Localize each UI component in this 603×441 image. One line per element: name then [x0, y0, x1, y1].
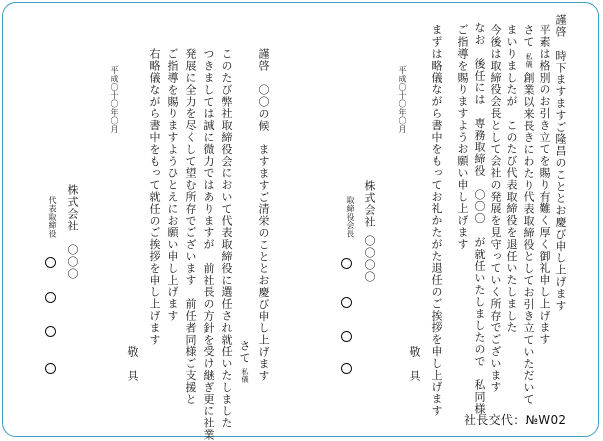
- left-line-5: 発展に全力を尽くして望む所存でございます 前任者同様ご支援と: [184, 48, 197, 405]
- left-line-4: つきましては誠に微力ではありますが 前社長の方針を受け継ぎ更に社業: [202, 48, 215, 441]
- left-sender-name: 〇〇〇: [66, 244, 79, 280]
- right-line-1: 平素は格別のお引き立てを賜り有難く厚く御礼申し上げます: [538, 24, 551, 346]
- right-position: 取締役会長: [346, 196, 355, 238]
- right-seal-circle: [341, 331, 352, 342]
- right-line-2b: 創業以来長きにわたり代表取締役としてお引き立ていただいて: [522, 72, 535, 406]
- left-line-2a: さて: [238, 340, 251, 364]
- left-line-3: このたび弊社取締役会において代表取締役に選任され就任いたしました: [220, 48, 233, 429]
- right-closing: 敬 具: [408, 346, 421, 382]
- right-line-5: なお 後任には 専務取締役 〇〇〇 が就任いたしましたので 私同様: [473, 22, 486, 415]
- right-company: 株式会社: [363, 180, 376, 228]
- left-greeting: 謹啓: [257, 48, 270, 72]
- right-greeting: 謹啓 時下ますますご隆昌のこととお慶び申し上げます: [554, 14, 567, 312]
- left-date: 平成〇十〇年〇月: [110, 66, 119, 134]
- right-line-6: ご指導を賜りますようお願い申し上げます: [456, 24, 469, 251]
- right-seal-circle: [341, 258, 352, 269]
- right-seal-circle: [341, 363, 352, 374]
- left-line-6: ご指導を賜りますようひとえにお願い申し上げます: [166, 48, 179, 322]
- template-code-label: 社長交代：№W02: [464, 413, 567, 427]
- left-position: 代表取締役: [48, 196, 57, 238]
- left-seal-circle: [45, 326, 56, 337]
- right-seal-circle: [341, 297, 352, 308]
- right-sender-name: 〇〇〇〇: [363, 235, 376, 283]
- left-company: 株式会社: [66, 184, 79, 232]
- left-seal-circle: [45, 363, 56, 374]
- right-date: 平成〇十〇年〇月: [398, 66, 407, 134]
- left-line-1: 〇〇の候 ますますご清栄のこととお慶び申し上げます: [257, 84, 270, 382]
- right-line-2a: さて: [522, 24, 535, 48]
- left-seal-circle: [45, 292, 56, 303]
- right-line-4: 今後は取締役会長として会社の発展を見守っていく所存でございます: [489, 24, 502, 393]
- right-line-3: まいりましたが このたび代表取締役を退任いたしました: [505, 24, 518, 334]
- left-closing: 敬 具: [126, 346, 139, 382]
- right-line-7: まずは略儀ながら書中をもってお礼かたがた退任のご挨拶を申し上げます: [430, 24, 443, 417]
- right-line-2-small: 私儀: [525, 53, 533, 68]
- left-line-2-small: 私儀: [241, 368, 249, 383]
- left-line-7: 右略儀ながら書中をもって就任のご挨拶を申し上げます: [148, 48, 161, 346]
- left-seal-circle: [45, 257, 56, 268]
